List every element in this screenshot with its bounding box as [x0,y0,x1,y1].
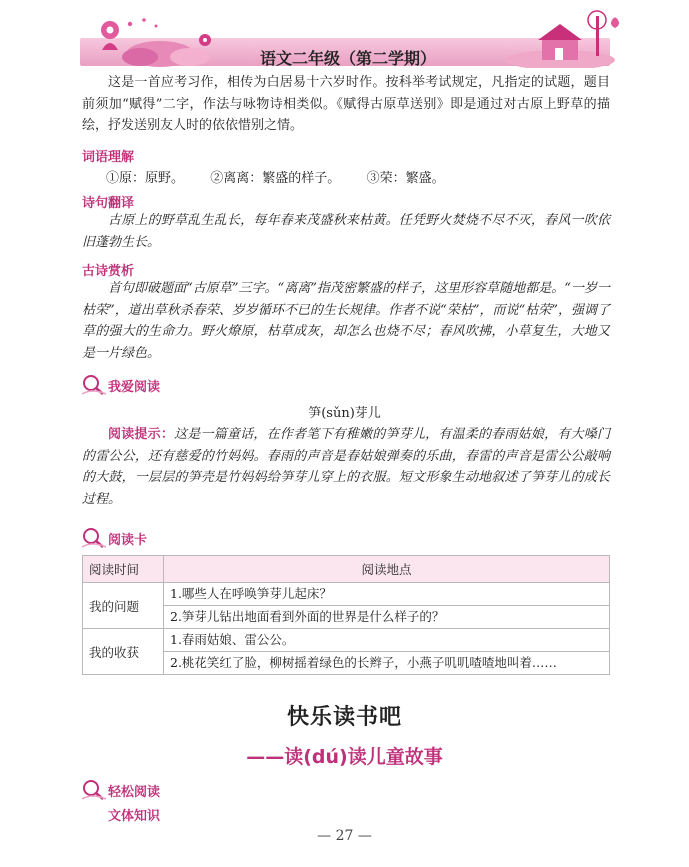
vocab-list [106,167,445,186]
vocab-item: ③荣：繁盛。 [366,171,445,186]
happy-reading-subtitle: ——读(dú)读儿童故事 [246,746,443,768]
vocab-heading: 词语理解 [82,150,135,165]
vocab-item: ①原：原野。 [106,171,185,186]
magnifier-icon [82,779,106,801]
house-tree-decoration-icon [500,10,630,68]
page-header [80,10,610,68]
reading-tip-label: 阅读提示： [108,427,175,442]
story-title: 笋(sǔn)芽儿 [308,406,381,421]
happy-reading-title: 快乐读书吧 [286,705,402,730]
header-title: 语文二年级（第二学期） [260,49,437,68]
translation-paragraph: 古原上的野草乱生乱长，每年春来茂盛秋来枯黄。任凭野火焚烧不尽不灭，春风一吹依旧蓬勃生长。 [82,213,610,250]
genre-knowledge-heading: 文体知识 [108,809,161,824]
question-line: 2.笋芽儿钻出地面看到外面的世界是什么样子的？ [164,605,609,628]
intro-paragraph: 这是一首应考习作，相传为白居易十六岁时作。按科举考试规定，凡指定的试题，题目前须加“赋得”二字，作法与咏物诗相类似。《赋得古原草送别》即是通过对古原上野草的描绘，抒发送别友人时的依依惜别之情。 [82,75,610,133]
reading-tip-text: 这是一篇童话，在作者笔下有稚嫩的笋芽儿，有温柔的春雨姑娘，有大嗓门的雷公公，还有慈爱的竹妈妈。春雨的声音是春姑娘弹奏的乐曲，春雷的声音是雷公公敲响的大鼓，一层层的笋壳是竹妈妈给笋芽儿穿上的衣服。短文形象生动地叙述了笋芽儿的成长过程。 [82,427,610,507]
col-reading-place: 阅读地点 [164,556,610,583]
appreciation-heading: 古诗赏析 [82,264,135,279]
magnifier-icon [82,527,106,549]
harvest-line: 2.桃花笑红了脸，柳树摇着绿色的长辫子，小燕子叽叽喳喳地叫着…… [164,651,609,674]
reading-tip-paragraph [82,424,610,510]
flower-decoration-icon [80,10,240,68]
harvest-line: 1.春雨姑娘、雷公公。 [170,632,295,647]
reading-heading-label: 我爱阅读 [108,380,161,395]
easy-reading-label: 轻松阅读 [108,785,161,800]
questions-cell [164,583,610,629]
row-label-harvest: 我的收获 [83,629,164,675]
row-label-questions: 我的问题 [83,583,164,629]
card-heading-label: 阅读卡 [108,533,148,548]
translation-heading: 诗句翻译 [82,196,135,211]
appreciation-paragraph: 首句即破题面“古原草”三字。“离离”指茂密繁盛的样子，这里形容草随地都是。“一岁一枯荣”，道出草秋杀春荣、岁岁循环不已的生长规律。作者不说“荣枯”，而说“枯荣”，强调了草的强大的生命力。野火燎原，枯草成灰，却怎么也烧不尽；春风吹拂，小草复生，大地又是一片绿色。 [82,281,610,361]
vocab-item: ②离离：繁盛的样子。 [210,171,341,186]
harvest-cell [164,629,610,675]
magnifier-icon [82,374,106,396]
question-line: 1.哪些人在呼唤笋芽儿起床？ [170,586,332,601]
table-row [83,556,610,583]
table-row [83,583,610,629]
table-row [83,629,610,675]
reading-card-table [82,555,610,675]
col-reading-time: 阅读时间 [83,556,164,583]
page-number: — 27 — [317,828,372,844]
